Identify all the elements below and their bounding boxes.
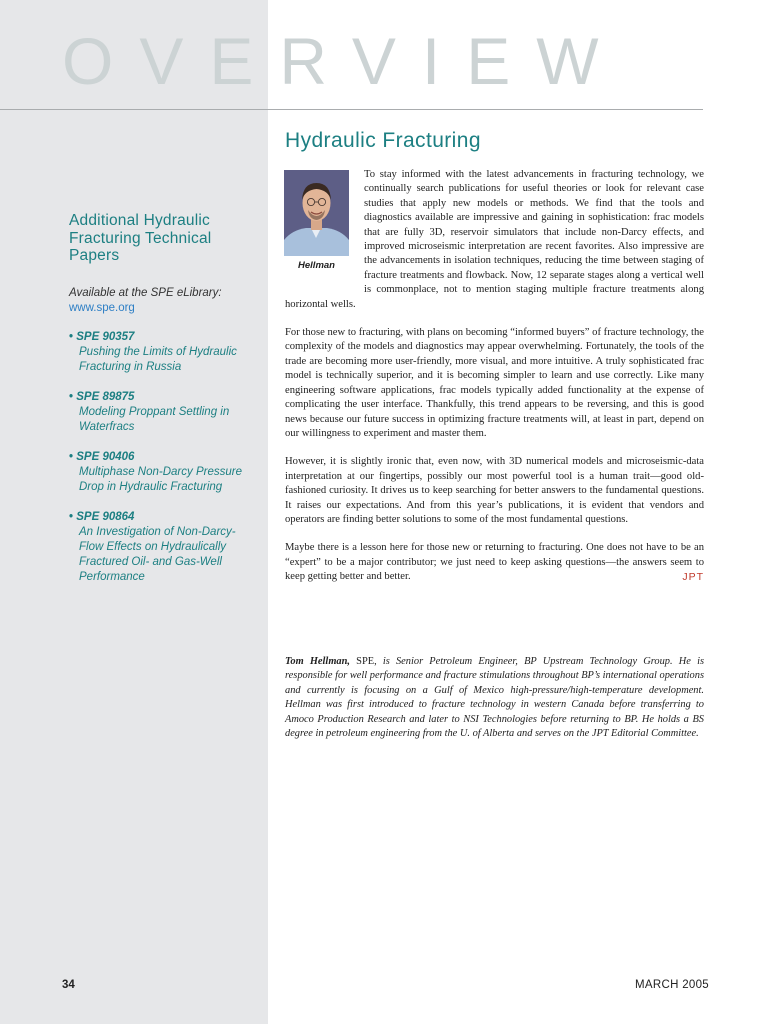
sidebar — [69, 212, 249, 600]
elibrary-link[interactable]: www.spe.org — [69, 301, 135, 314]
paper-id: • SPE 90864 — [69, 510, 249, 525]
author-affiliation: SPE, — [356, 656, 377, 667]
article-paragraph — [285, 541, 704, 584]
page-number: 34 — [62, 979, 75, 991]
paper-item — [69, 450, 249, 495]
paper-id: • SPE 90406 — [69, 450, 249, 465]
paper-title: Pushing the Limits of Hydraulic Fracturing in Russia — [79, 345, 237, 373]
availability-text: Available at the SPE eLibrary: — [69, 286, 222, 299]
sidebar-heading: Additional Hydraulic Fracturing Technical Papers — [69, 212, 212, 264]
banner-divider — [0, 109, 703, 110]
paper-title: An Investigation of Non-Darcy-Flow Effects on Hydraulically Fractured Oil- and Gas-Well Performance — [79, 525, 236, 583]
paper-id: • SPE 90357 — [69, 330, 249, 345]
technical-papers-list — [69, 330, 249, 585]
article-title: Hydraulic Fracturing — [285, 129, 481, 152]
article-body — [285, 168, 704, 599]
paper-title: Modeling Proppant Settling in Waterfracs — [79, 405, 230, 433]
paper-item — [69, 390, 249, 435]
paper-id: • SPE 89875 — [69, 390, 249, 405]
paper-item — [69, 510, 249, 585]
availability-note — [69, 286, 249, 316]
jpt-signoff: JPT — [682, 571, 704, 584]
article-paragraph: However, it is slightly ironic that, even now, with 3D numerical models and microseismic-data interpretation at our fingertips, possibly our most powerful tool is a human trait—good old-fashioned curiosity. It drives us to keep searching for better answers to the fundamental questions. It raises our expectations. And from this year’s publications, it is evident that vendors and operators are finding better solutions to some of the most fundamental questions. — [285, 456, 704, 525]
section-banner-title: OVERVIEW — [62, 24, 625, 98]
photo-caption: Hellman — [298, 260, 335, 271]
closing-text: Maybe there is a lesson here for those new or returning to fracturing. One does not have to be an “expert” to be a major contributor; we just need to keep asking questions—the answers seem to keep getting better and better. — [285, 542, 704, 583]
bio-text: is Senior Petroleum Engineer, BP Upstream Technology Group. He is responsible for well performance and fracture stimulations throughout BP’s international operations and currently is focusing on a Gulf of Mexico high-pressure/high-temperature development. Hellman was first introduced to fracture technology in western Canada before transferring to Amoco Production Research and later to NSI Technologies before returning to BP. He holds a BS degree in petroleum engineering from the U. of Alberta and serves on the JPT Editorial Committee. — [285, 656, 704, 740]
article-paragraph: To stay informed with the latest advancements in fracturing technology, we continually search publications for useful theories or look for relevant case studies that apply new models or methods. We find that the tools and diagnostics available are impressive and gaining in sophistication: frac models that are fully 3D, reservoir simulators that include non-Darcy effects, and improved microseismic interpretation are recent favorites. Also impressive are the advancements in isolation techniques, reducing the time between staging of fracture treatments and flowback. Now, 12 separate stages along a vertical well is commonplace, not to mention staging multiple fracture treatments along horizontal wells. — [285, 169, 704, 310]
author-name: Tom Hellman, — [285, 656, 350, 667]
paper-item — [69, 330, 249, 375]
paper-title: Multiphase Non-Darcy Pressure Drop in Hydraulic Fracturing — [79, 465, 242, 493]
article-paragraph: For those new to fracturing, with plans on becoming “informed buyers” of fracture technology, the complexity of the models and diagnostics may appear overwhelming. Fortunately, the tools of the trade are becoming more user-friendly, more visual, and more intuitive. A truly sophisticated frac model is technically superior, and it is becoming simpler to learn and use correctly. Like many engineering software applications, frac models typically added functionality at the expense of complicating the user interface. Thankfully, this trend appears to be reversing, and this is good news because our future success in optimizing fracture treatments will, at least in part, depend on our willingness to experiment and master them. — [285, 327, 704, 439]
issue-date: MARCH 2005 — [635, 979, 709, 991]
author-bio — [285, 655, 704, 741]
